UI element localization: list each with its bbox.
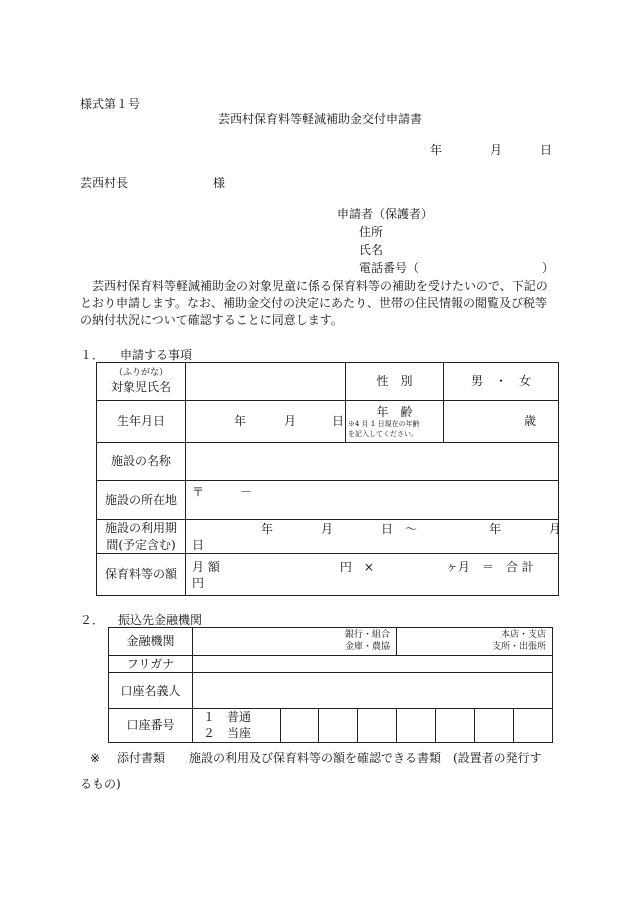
- branch-types-2: 支所・出張所: [491, 642, 546, 652]
- age-label-cell: [346, 401, 444, 443]
- bank-types-1: 銀行・組合: [344, 630, 390, 640]
- period-input[interactable]: [186, 520, 562, 554]
- applicant-phone: 電話番号（: [359, 261, 420, 275]
- postal-dash: －: [240, 485, 253, 499]
- age-note-2: を記入してください。: [348, 429, 418, 438]
- addressee: 芸西村長: [80, 176, 129, 190]
- period-label-1: 施設の利用期: [104, 521, 177, 536]
- fee-line-2: 円: [192, 576, 205, 590]
- gender-label: 性 別: [346, 363, 444, 401]
- applicant-heading: 申請者（保護者）: [337, 207, 434, 221]
- account-digit-3[interactable]: [358, 709, 397, 742]
- form-title: 芸西村保育料等軽減補助金交付申請書: [218, 112, 423, 126]
- child-name-label: 対象児氏名: [110, 380, 171, 395]
- branch-name-input[interactable]: [397, 628, 553, 656]
- facility-name-input[interactable]: [186, 443, 559, 481]
- fee-input[interactable]: [186, 554, 559, 596]
- account-digit-1[interactable]: [281, 709, 319, 742]
- bank-name-input[interactable]: [193, 628, 397, 656]
- child-name-input[interactable]: [186, 363, 346, 401]
- note-text-2: るもの): [80, 777, 121, 791]
- bank-label: 金融機関: [109, 628, 193, 656]
- holder-input[interactable]: [193, 673, 553, 709]
- furigana-label: （ふりがな）: [113, 368, 168, 379]
- body-line-1: 芸西村保育料等軽減補助金の対象児童に係る保育料等の補助を受けたいので、下記の: [80, 279, 548, 293]
- bank-types-2: 金庫・農協: [344, 642, 390, 652]
- section2-heading: 振込先金融機関: [118, 613, 203, 627]
- account-digit-6[interactable]: [475, 709, 514, 742]
- age-note-1: ※4 月 1 日現在の年齢: [348, 420, 420, 429]
- period-label-cell: [97, 520, 186, 554]
- account-digit-4[interactable]: [397, 709, 436, 742]
- account-label: 口座番号: [109, 709, 193, 742]
- holder-label: 口座名義人: [109, 673, 193, 709]
- note-label: 添付書類: [117, 751, 166, 765]
- account-type-2: ２ 当座: [203, 726, 252, 741]
- account-type-cell[interactable]: [193, 709, 281, 742]
- birth-year-unit: 年: [234, 414, 247, 428]
- body-line-3: の納付状況について確認することに同意します。: [80, 313, 343, 327]
- gender-options[interactable]: 男 ・ 女: [444, 363, 559, 401]
- period-line-1: 年 月 日 ～ 年 月: [261, 522, 562, 536]
- application-table: [96, 362, 562, 596]
- section1-heading: 申請する事項: [120, 348, 193, 362]
- applicant-phone-close: ）: [542, 261, 555, 275]
- birth-month-unit: 月: [284, 414, 297, 428]
- child-name-label-cell: [97, 363, 186, 401]
- branch-types-1: 本店・支店: [500, 630, 546, 640]
- birth-date-input[interactable]: [186, 401, 346, 443]
- body-line-2: とおり申請します。なお、補助金交付の決定にあたり、世帯の住民情報の閲覧及び税等: [80, 296, 548, 310]
- furigana-row-label: フリガナ: [109, 656, 193, 673]
- account-digit-5[interactable]: [436, 709, 475, 742]
- applicant-address: 住所: [359, 225, 384, 239]
- facility-address-input[interactable]: [186, 481, 559, 520]
- furigana-input[interactable]: [193, 656, 553, 673]
- date-month: 月: [490, 143, 503, 157]
- age-input[interactable]: [444, 401, 559, 443]
- account-digit-2[interactable]: [319, 709, 358, 742]
- postal-mark: 〒: [192, 485, 205, 499]
- age-unit: 歳: [524, 414, 537, 428]
- facility-address-label: 施設の所在地: [97, 481, 186, 520]
- period-line-2: 日: [192, 538, 205, 552]
- addressee-suffix: 様: [213, 176, 226, 190]
- section1-number: １．: [80, 348, 105, 362]
- account-type-1: １ 普通: [203, 710, 252, 725]
- fee-label: 保育料等の額: [97, 554, 186, 596]
- date-day: 日: [540, 143, 553, 157]
- form-number: 様式第１号: [80, 97, 141, 111]
- note-text: 施設の利用及び保育料等の額を確認できる書類 (設置者の発行す: [189, 751, 542, 765]
- applicant-name: 氏名: [359, 243, 384, 257]
- facility-name-label: 施設の名称: [97, 443, 186, 481]
- age-label: 年 齢: [376, 404, 413, 419]
- section2-number: ２．: [80, 613, 105, 627]
- birth-label: 生年月日: [97, 401, 186, 443]
- account-digit-7[interactable]: [514, 709, 553, 742]
- note-mark: ※: [90, 751, 101, 765]
- fee-line-1: 月 額 円 × ヶ月 ＝ 合 計: [192, 560, 534, 574]
- period-label-2: 間(予定含む): [106, 537, 176, 552]
- bank-table: [108, 627, 553, 743]
- birth-day-unit: 日: [332, 414, 345, 428]
- date-year: 年: [430, 143, 443, 157]
